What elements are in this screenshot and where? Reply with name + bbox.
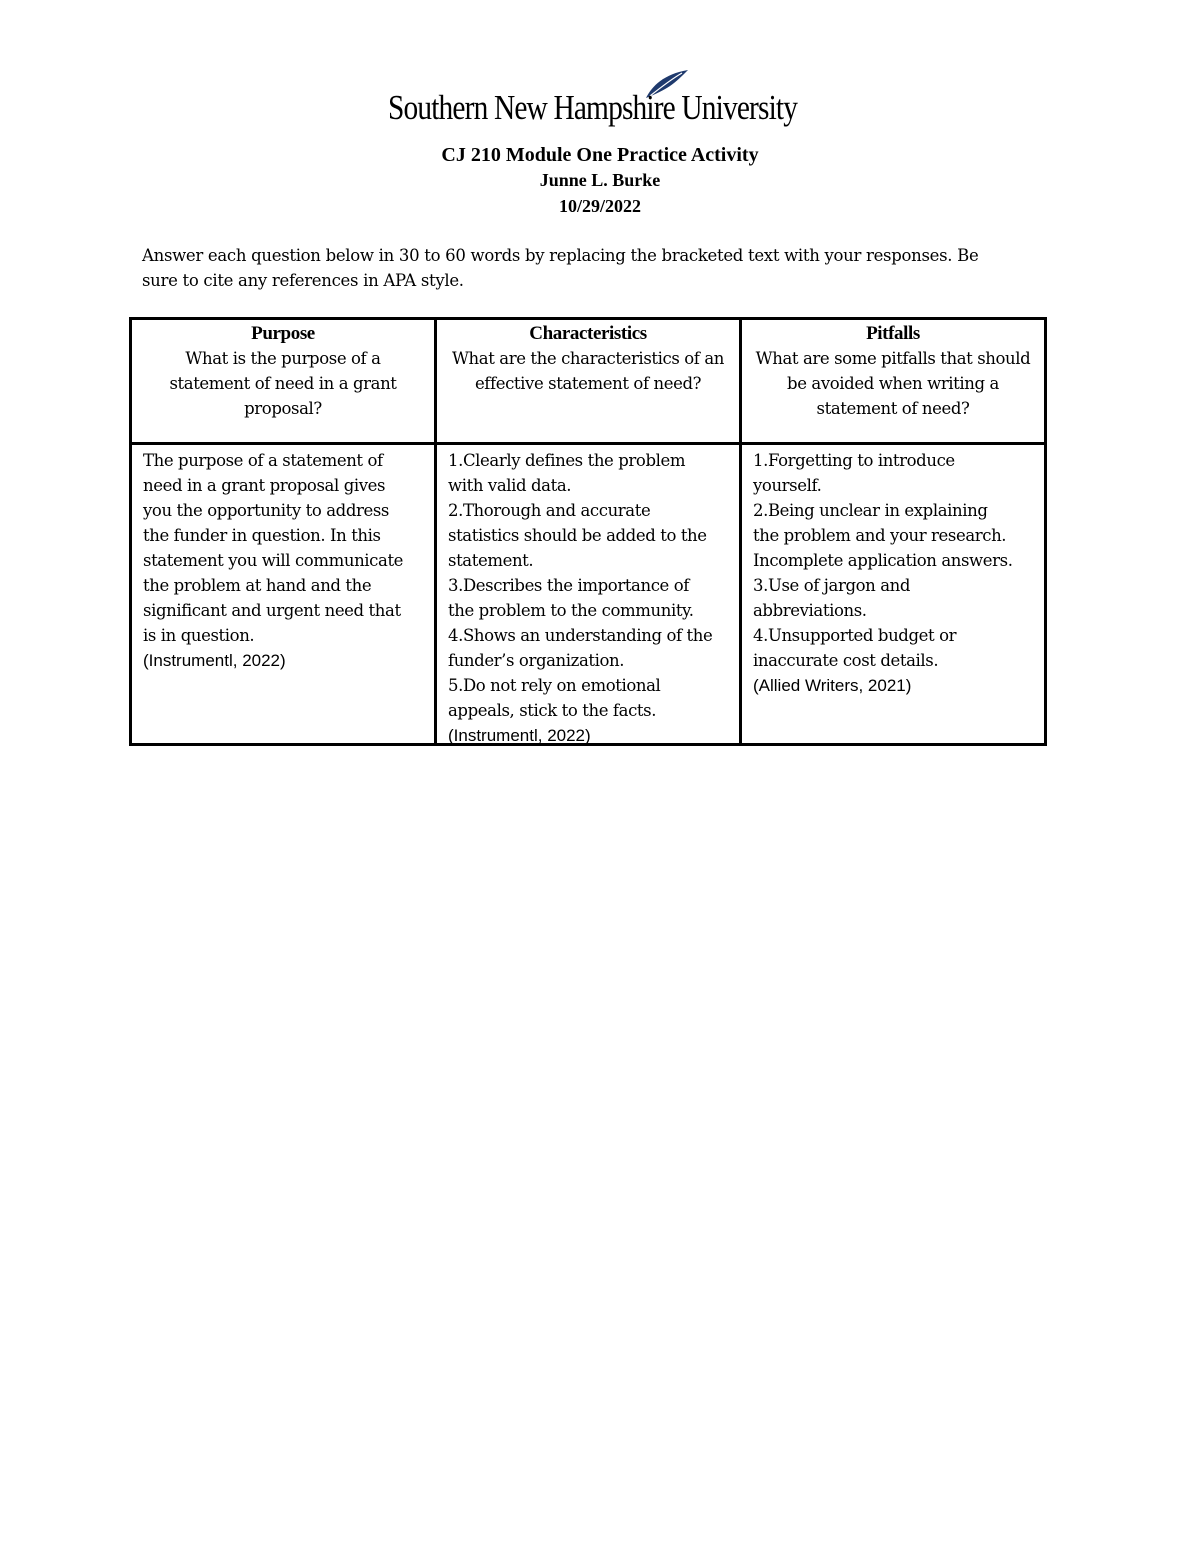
response-table (129, 317, 1047, 746)
answer-line: inaccurate cost details. (753, 651, 939, 670)
citation: (Instrumentl, 2022) (143, 651, 286, 670)
answer-line: you the opportunity to address (143, 501, 389, 520)
column-question: What are some pitfalls that should be avoided when writing a statement of need? (755, 349, 1031, 418)
answer-line: 2.Thorough and accurate (448, 501, 651, 520)
header-cell-purpose (132, 320, 437, 445)
answer-line: abbreviations. (753, 601, 867, 620)
answer-line: 4.Unsupported budget or (753, 626, 957, 645)
university-logo (384, 68, 816, 140)
answer-line: significant and urgent need that (143, 601, 401, 620)
column-question: What are the characteristics of an effective statement of need? (451, 349, 724, 393)
answer-line: statement. (448, 551, 534, 570)
header-cell-pitfalls (742, 320, 1044, 445)
answer-cell-purpose (132, 445, 437, 743)
column-heading: Pitfalls (866, 323, 920, 344)
answer-line: the problem to the community. (448, 601, 694, 620)
answer-line: 2.Being unclear in explaining (753, 501, 988, 520)
answer-line: the problem at hand and the (143, 576, 372, 595)
column-question: What is the purpose of a statement of need in a grant proposal? (169, 349, 397, 418)
answer-line: is in question. (143, 626, 255, 645)
answer-line: 1.Forgetting to introduce (753, 451, 955, 470)
answer-line: 4.Shows an understanding of the (448, 626, 713, 645)
answer-line: statement you will communicate (143, 551, 404, 570)
document-date: 10/29/2022 (558, 196, 641, 216)
column-heading: Purpose (251, 323, 315, 344)
answer-line: 5.Do not rely on emotional (448, 676, 661, 695)
answer-line: 3.Use of jargon and (753, 576, 911, 595)
citation: (Instrumentl, 2022) (448, 726, 591, 743)
answer-line: statistics should be added to the (448, 526, 707, 545)
logo-wordmark: Southern New Hampshire University (388, 88, 798, 127)
citation: (Allied Writers, 2021) (753, 676, 912, 695)
author-name: Junne L. Burke (539, 170, 661, 190)
instructions-line: sure to cite any references in APA style. (142, 271, 464, 290)
answer-line: appeals, stick to the facts. (448, 701, 657, 720)
instructions (142, 243, 1042, 293)
column-heading: Characteristics (529, 323, 647, 344)
answer-line: 1.Clearly defines the problem (448, 451, 686, 470)
answer-line: yourself. (753, 476, 822, 495)
answer-line: funder’s organization. (448, 651, 625, 670)
answer-line: need in a grant proposal gives (143, 476, 386, 495)
answer-line: the problem and your research. (753, 526, 1007, 545)
instructions-line: Answer each question below in 30 to 60 words by replacing the bracketed text with your responses. Be (142, 246, 979, 265)
header-cell-characteristics (437, 320, 742, 445)
answer-line: the funder in question. In this (143, 526, 381, 545)
answer-cell-pitfalls (742, 445, 1044, 743)
answer-cell-characteristics (437, 445, 742, 743)
answer-line: 3.Describes the importance of (448, 576, 690, 595)
answer-line: Incomplete application answers. (753, 551, 1013, 570)
answer-line: The purpose of a statement of (143, 451, 383, 470)
document-title: CJ 210 Module One Practice Activity (441, 144, 759, 166)
answer-line: with valid data. (448, 476, 572, 495)
